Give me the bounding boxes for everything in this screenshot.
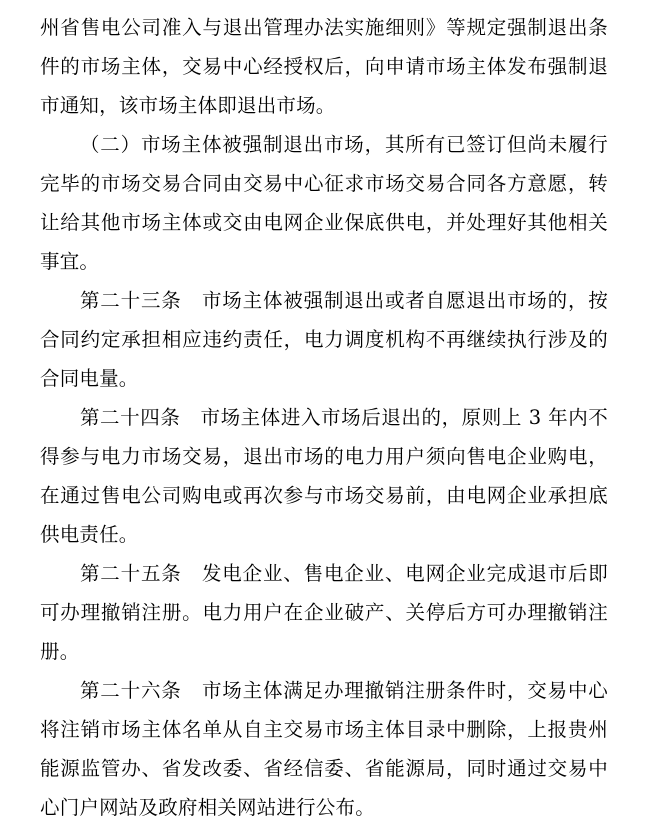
- paragraph-item-2: （二）市场主体被强制退出市场，其所有已签订但尚未履行完毕的市场交易合同由交易中心征求市场交易合同各方意愿，转让给其他市场主体或交由电网企业保底供电，并处理好其他相关事宜。: [40, 133, 608, 273]
- paragraph-article-25: 第二十五条 发电企业、售电企业、电网企业完成退市后即可办理撤销注册。电力用户在企业破产、关停后方可办理撤销注册。: [40, 562, 608, 663]
- document-body: [40, 8, 608, 827]
- paragraph-article-24: 第二十四条 市场主体进入市场后退出的，原则上 3 年内不得参与电力市场交易，退出市场的电力用户须向售电企业购电，在通过售电公司购电或再次参与市场交易前，由电网企业承担底供电责任。: [40, 406, 608, 546]
- paragraph-article-23: 第二十三条 市场主体被强制退出或者自愿退出市场的，按合同约定承担相应违约责任，电力调度机构不再继续执行涉及的合同电量。: [40, 289, 608, 390]
- paragraph-continuation: 州省售电公司准入与退出管理办法实施细则》等规定强制退出条件的市场主体，交易中心经授权后，向申请市场主体发布强制退市通知，该市场主体即退出市场。: [40, 16, 608, 117]
- paragraph-article-26: 第二十六条 市场主体满足办理撤销注册条件时，交易中心将注销市场主体名单从自主交易市场主体目录中删除，上报贵州能源监管办、省发改委、省经信委、省能源局，同时通过交易中心门户网站及政府相关网站进行公布。: [40, 679, 608, 819]
